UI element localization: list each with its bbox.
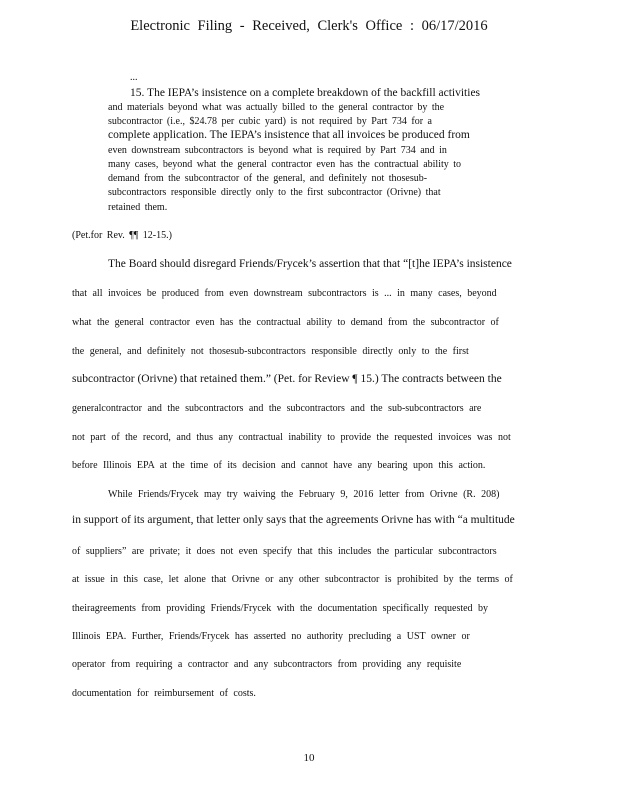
body-line: generalcontractor and the subcontractors and the subcontractors and the sub-subcontractors are [72,403,482,414]
quote-line: subcontractor (i.e., $24.78 per cubic yard) is not required by Part 734 for a [108,116,432,127]
body-line: not part of the record, and thus any contractual inability to provide the requested invoices was not [72,432,511,443]
body-line: of suppliers” are private; it does not even specify that this includes the particular subcontractors [72,546,497,557]
quote-line: many cases, beyond what the general contractor even has the contractual ability to [108,159,462,170]
body-line: Illinois EPA. Further, Friends/Frycek has asserted no authority precluding a UST owner or [72,631,470,642]
body-line: operator from requiring a contractor and any subcontractors from providing any requisite [72,659,462,670]
quote-line: 15. The IEPA’s insistence on a complete breakdown of the backfill activities [130,87,481,99]
body-line: in support of its argument, that letter only says that the agreements Orivne has with “a multitude [72,514,515,526]
page-number: 10 [303,752,315,764]
body-line: subcontractor (Orivne) that retained them.” (Pet. for Review ¶ 15.) The contracts between the [72,373,502,385]
quote-ellipsis: ... [130,72,138,83]
body-line: before Illinois EPA at the time of its decision and cannot have any bearing upon this action. [72,460,486,471]
citation: (Pet.for Rev. ¶¶ 12-15.) [72,230,172,241]
body-line: that all invoices be produced from even downstream subcontractors is ... in many cases, beyond [72,288,497,299]
quote-line: retained them. [108,202,168,213]
body-line: While Friends/Frycek may try waiving the February 9, 2016 letter from Orivne (R. 208) [108,489,500,500]
quote-line: subcontractors responsible directly only to the first subcontractor (Orivne) that [108,187,441,198]
body-line: what the general contractor even has the contractual ability to demand from the subcontractor of [72,317,499,328]
quote-line: and materials beyond what was actually billed to the general contractor by the [108,102,445,113]
body-line: the general, and definitely not thosesub-subcontractors responsible directly only to the first [72,346,469,357]
quote-line: demand from the subcontractor of the general, and definitely not thosesub- [108,173,428,184]
quote-line: complete application. The IEPA’s insistence that all invoices be produced from [108,129,470,141]
body-line: documentation for reimbursement of costs. [72,688,256,699]
body-line: at issue in this case, let alone that Orivne or any other subcontractor is prohibited by the terms of [72,574,513,585]
filing-header: Electronic Filing - Received, Clerk's Office : 06/17/2016 [130,18,488,34]
body-line: theiragreements from providing Friends/Frycek with the documentation specifically requested by [72,603,489,614]
body-line: The Board should disregard Friends/Frycek’s assertion that that “[t]he IEPA’s insistence [108,258,512,270]
quote-line: even downstream subcontractors is beyond what is required by Part 734 and in [108,145,447,156]
